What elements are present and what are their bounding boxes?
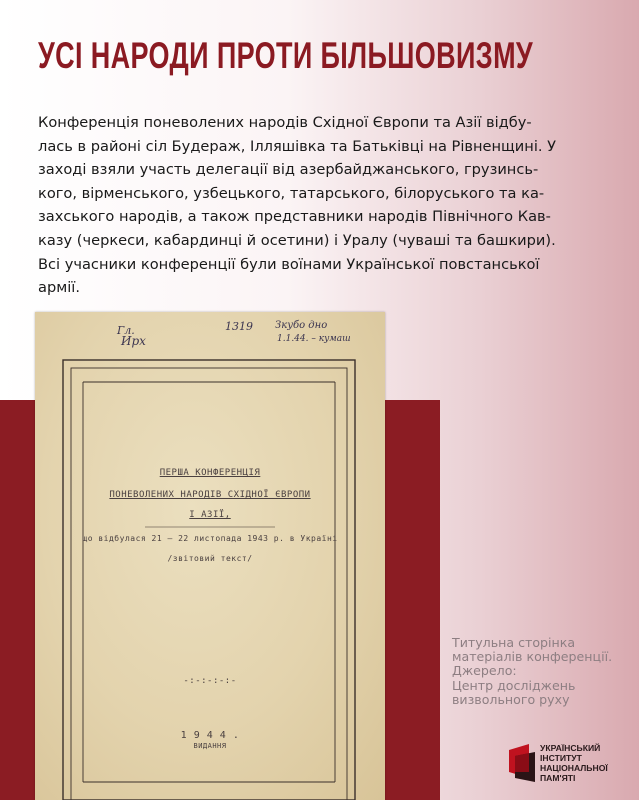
body-line: кого, вірменського, узбецького, татарського, білоруського та ка- bbox=[38, 184, 545, 202]
handwritten-note: Зкубо дно bbox=[275, 320, 328, 331]
caption-line: Центр досліджень bbox=[452, 677, 576, 693]
doc-year: 1 9 4 4 . bbox=[180, 730, 240, 741]
handwritten-note: 1.1.44. – кумаш bbox=[277, 334, 351, 344]
body-line: Всі учасники конференції були воїнами Української повстанської bbox=[38, 255, 540, 273]
institute-logo-icon bbox=[507, 742, 537, 782]
doc-ornament: -:-:-:-:- bbox=[183, 676, 237, 686]
doc-title-line: ПЕРША КОНФЕРЕНЦІЯ bbox=[159, 468, 261, 478]
doc-subtitle: що відбулася 21 – 22 листопада 1943 р. в Україні bbox=[82, 534, 338, 543]
body-line: Конференція поневолених народів Східної Європи та Азії відбу- bbox=[38, 114, 532, 131]
body-line: захського народів, а також представники народів Північного Кав- bbox=[38, 208, 551, 226]
handwritten-note: Гл. bbox=[117, 324, 135, 337]
logo-line: ПАМ'ЯТІ bbox=[540, 773, 576, 783]
body-paragraph bbox=[38, 111, 598, 300]
doc-title-line: ПОНЕВОЛЕНИХ НАРОДІВ СХІДНОЇ ЄВРОПИ bbox=[109, 490, 311, 500]
doc-publisher: ВИДАННЯ bbox=[193, 742, 227, 750]
body-line: лась в районі сіл Будераж, Ілляшівка та Батьківці на Рівненщині. У bbox=[38, 137, 557, 155]
archive-number: 1319 bbox=[225, 320, 253, 333]
caption-line: визвольного руху bbox=[452, 691, 570, 707]
logo-line: НАЦІОНАЛЬНОЇ bbox=[540, 763, 608, 773]
body-line: армії. bbox=[38, 279, 80, 297]
image-caption bbox=[452, 636, 632, 707]
handwritten-note: Ирх bbox=[121, 334, 146, 348]
logo-line: УКРАЇНСЬКИЙ bbox=[540, 743, 601, 753]
body-line: казу (черкеси, кабардинці й осетини) і Уралу (чуваші та башкири). bbox=[38, 231, 556, 249]
page-title: УСІ НАРОДИ ПРОТИ БІЛЬШОВИЗМУ bbox=[38, 35, 534, 76]
doc-subtitle: /звітовий текст/ bbox=[167, 554, 253, 563]
body-line: заході взяли участь делегації від азербайджанського, грузинсь- bbox=[38, 161, 539, 179]
logo-line: ІНСТИТУТ bbox=[540, 753, 582, 763]
document-photo bbox=[35, 312, 385, 800]
caption-line: Титульна сторінка bbox=[452, 635, 576, 650]
doc-title-line: І АЗІЇ, bbox=[189, 510, 231, 520]
caption-line: Джерело: bbox=[452, 663, 517, 679]
institute-name bbox=[540, 743, 608, 783]
caption-line: матеріалів конференції. bbox=[452, 649, 613, 665]
